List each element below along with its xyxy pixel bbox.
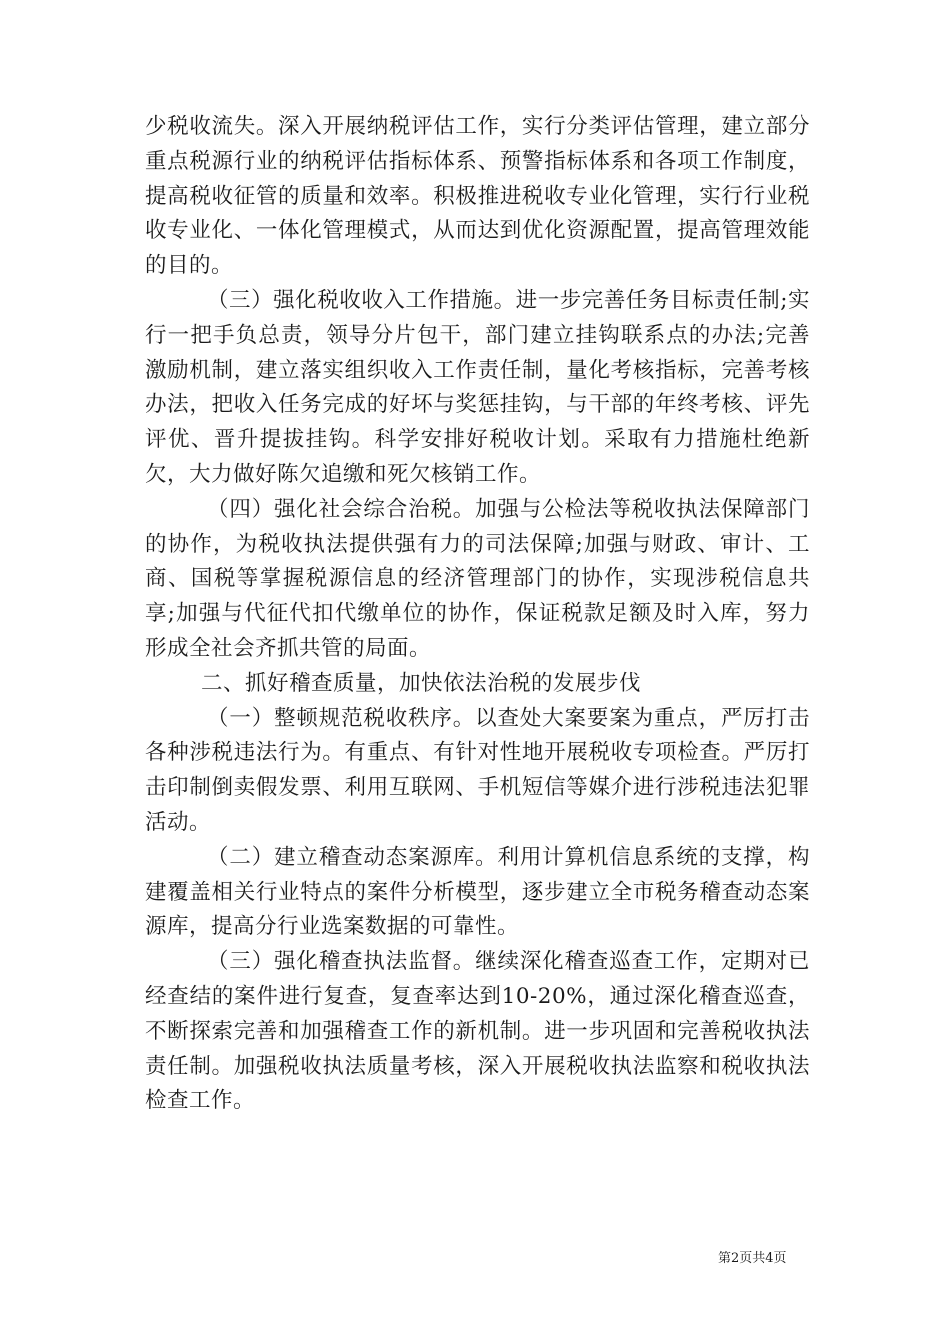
section-heading-inspection-quality: 二、抓好稽查质量，加快依法治税的发展步伐: [201, 670, 642, 696]
paragraph-case-source-database: （二）建立稽查动态案源库。利用计算机信息系统的支撑，构建覆盖相关行业特点的案件分析模型，逐步建立全市税务稽查动态案源库，提高分行业选案数据的可靠性。: [145, 844, 810, 940]
document-body: [145, 110, 810, 1119]
paragraph-tax-order: （一）整顿规范税收秩序。以查处大案要案为重点，严厉打击各种涉税违法行为。有重点、有针对性地开展税收专项检查。严厉打击印制倒卖假发票、利用互联网、手机短信等媒介进行涉税违法犯罪活动。: [145, 705, 810, 835]
paragraph-law-enforcement-supervision: （三）强化稽查执法监督。继续深化稽查巡查工作，定期对已经查结的案件进行复查，复查率达到10-20%，通过深化稽查巡查，不断探索完善和加强稽查工作的新机制。进一步巩固和完善税收执法责任制。加强税收执法质量考核，深入开展税收执法监察和税收执法检查工作。: [145, 949, 810, 1114]
paragraph-continued-tax-assessment: 少税收流失。深入开展纳税评估工作，实行分类评估管理，建立部分重点税源行业的纳税评估指标体系、预警指标体系和各项工作制度，提高税收征管的质量和效率。积极推进税收专业化管理，实行行业税收专业化、一体化管理模式，从而达到优化资源配置，提高管理效能的目的。: [145, 114, 810, 279]
paragraph-social-tax-governance: （四）强化社会综合治税。加强与公检法等税收执法保障部门的协作，为税收执法提供强有力的司法保障;加强与财政、审计、工商、国税等掌握税源信息的经济管理部门的协作，实现涉税信息共享;加强与代征代扣代缴单位的协作，保证税款足额及时入库，努力形成全社会齐抓共管的局面。: [145, 496, 810, 661]
paragraph-revenue-measures: （三）强化税收收入工作措施。进一步完善任务目标责任制;实行一把手负总责，领导分片包干，部门建立挂钩联系点的办法;完善激励机制，建立落实组织收入工作责任制，量化考核指标，完善考核办法，把收入任务完成的好坏与奖惩挂钩，与干部的年终考核、评先评优、晋升提拔挂钩。科学安排好税收计划。采取有力措施杜绝新欠，大力做好陈欠追缴和死欠核销工作。: [145, 287, 810, 487]
page-number-footer: 第2页共4页: [718, 1251, 787, 1266]
